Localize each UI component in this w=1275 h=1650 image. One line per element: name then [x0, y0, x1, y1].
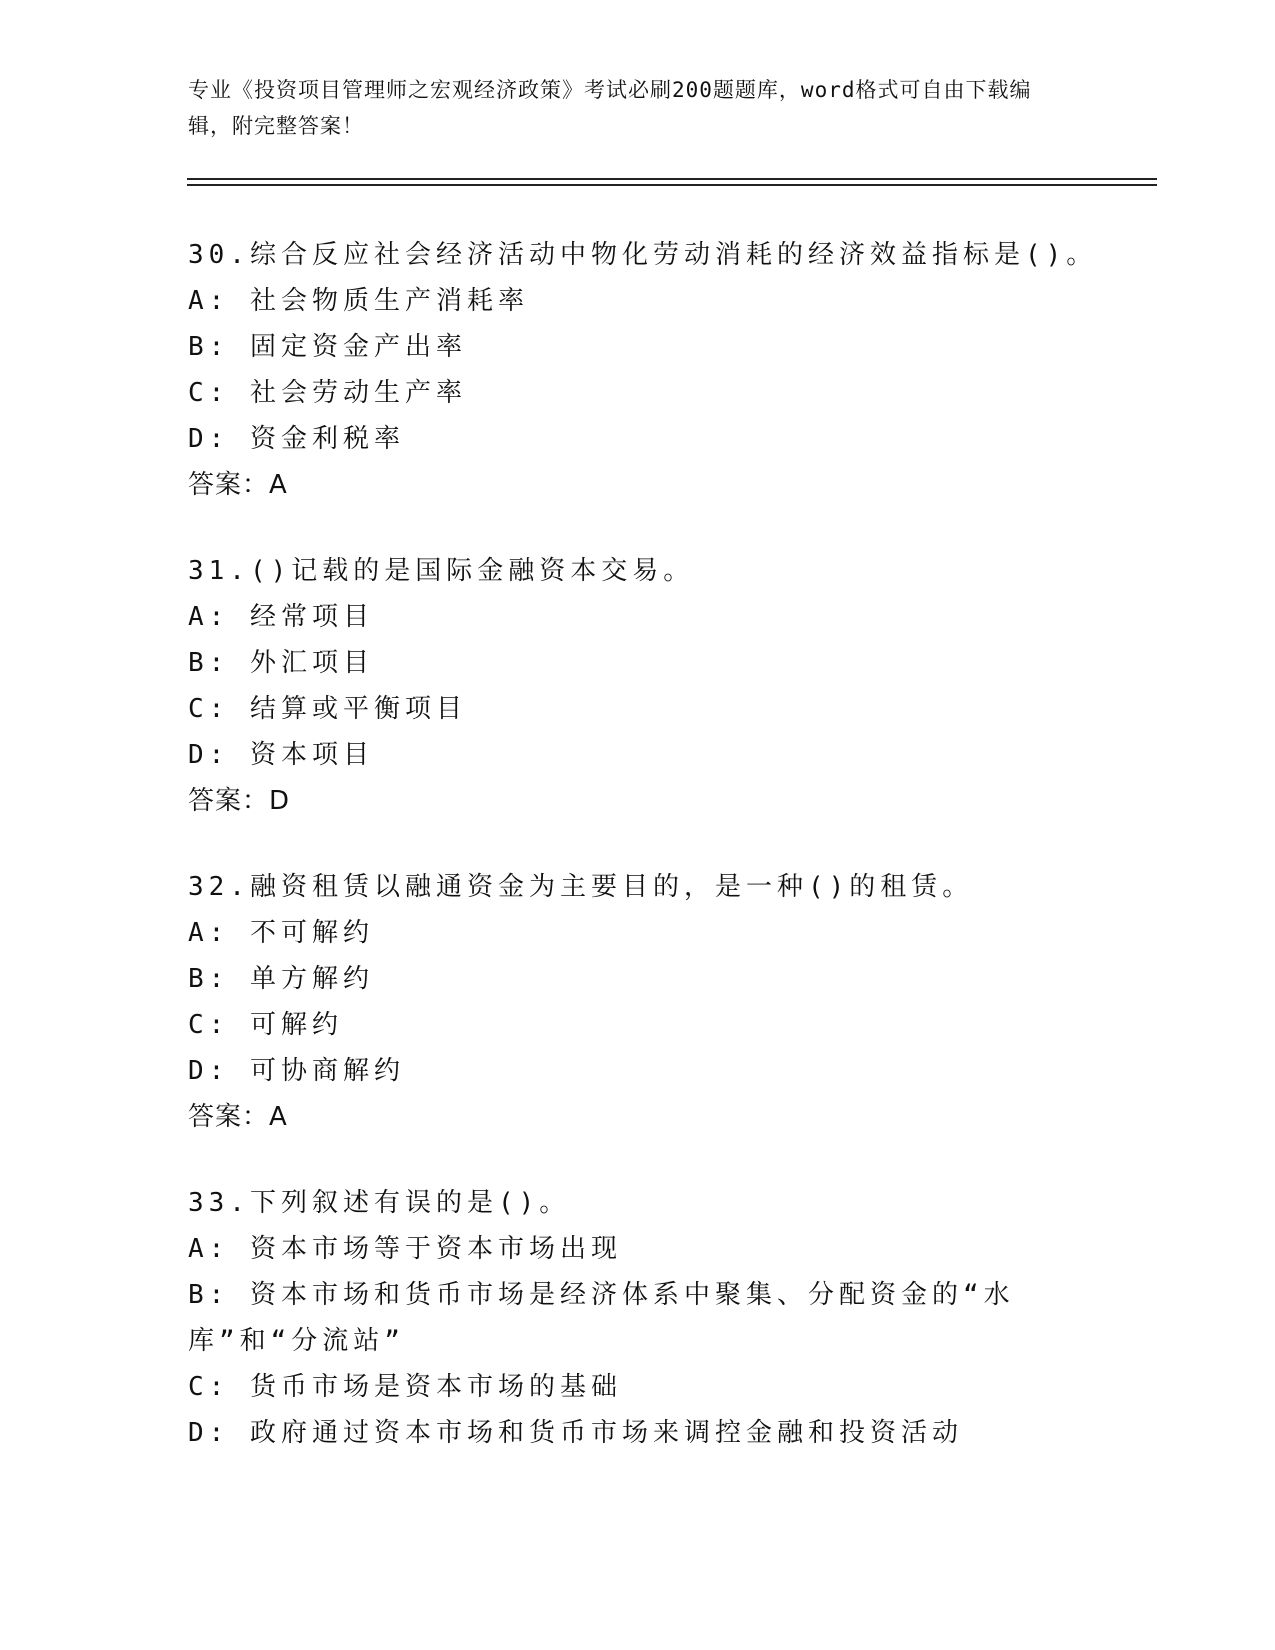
option-d: D: 可协商解约: [188, 1056, 405, 1086]
question-stem: 31.()记载的是国际金融资本交易。: [188, 556, 695, 586]
question-30: [188, 232, 1098, 508]
option-c: C: 社会劳动生产率: [188, 378, 467, 408]
option-b: B: 固定资金产出率: [188, 332, 467, 362]
question-33: [188, 1180, 1088, 1456]
option-d: D: 资本项目: [188, 740, 374, 770]
question-list: [188, 232, 1098, 1496]
option-c: C: 货币市场是资本市场的基础: [188, 1372, 622, 1402]
document-header: 专业《投资项目管理师之宏观经济政策》考试必刷200题题库，word格式可自由下载编辑，附完整答案！: [188, 78, 1032, 138]
option-a: A: 不可解约: [188, 918, 374, 948]
option-c: C: 可解约: [188, 1010, 343, 1040]
option-b: B: 单方解约: [188, 964, 374, 994]
option-a: A: 经常项目: [188, 602, 374, 632]
option-b: B: 外汇项目: [188, 648, 374, 678]
header-divider-top: [187, 178, 1157, 180]
question-stem: 32.融资租赁以融通资金为主要目的，是一种()的租赁。: [188, 872, 974, 902]
option-d: D: 政府通过资本市场和货币市场来调控金融和投资活动: [188, 1418, 963, 1448]
answer-text: 答案：D: [188, 786, 291, 816]
header-divider-bottom: [187, 184, 1157, 186]
question-stem: 30.综合反应社会经济活动中物化劳动消耗的经济效益指标是()。: [188, 240, 1098, 270]
answer-text: 答案：A: [188, 470, 288, 500]
option-a: A: 社会物质生产消耗率: [188, 286, 529, 316]
question-32: [188, 864, 1088, 1140]
option-d: D: 资金利税率: [188, 424, 405, 454]
option-c: C: 结算或平衡项目: [188, 694, 467, 724]
question-stem: 33.下列叙述有误的是()。: [188, 1188, 571, 1218]
answer-text: 答案：A: [188, 1102, 288, 1132]
question-31: [188, 548, 1088, 824]
option-b: B: 资本市场和货币市场是经济体系中聚集、分配资金的“水库”和“分流站”: [188, 1280, 1015, 1356]
option-a: A: 资本市场等于资本市场出现: [188, 1234, 622, 1264]
